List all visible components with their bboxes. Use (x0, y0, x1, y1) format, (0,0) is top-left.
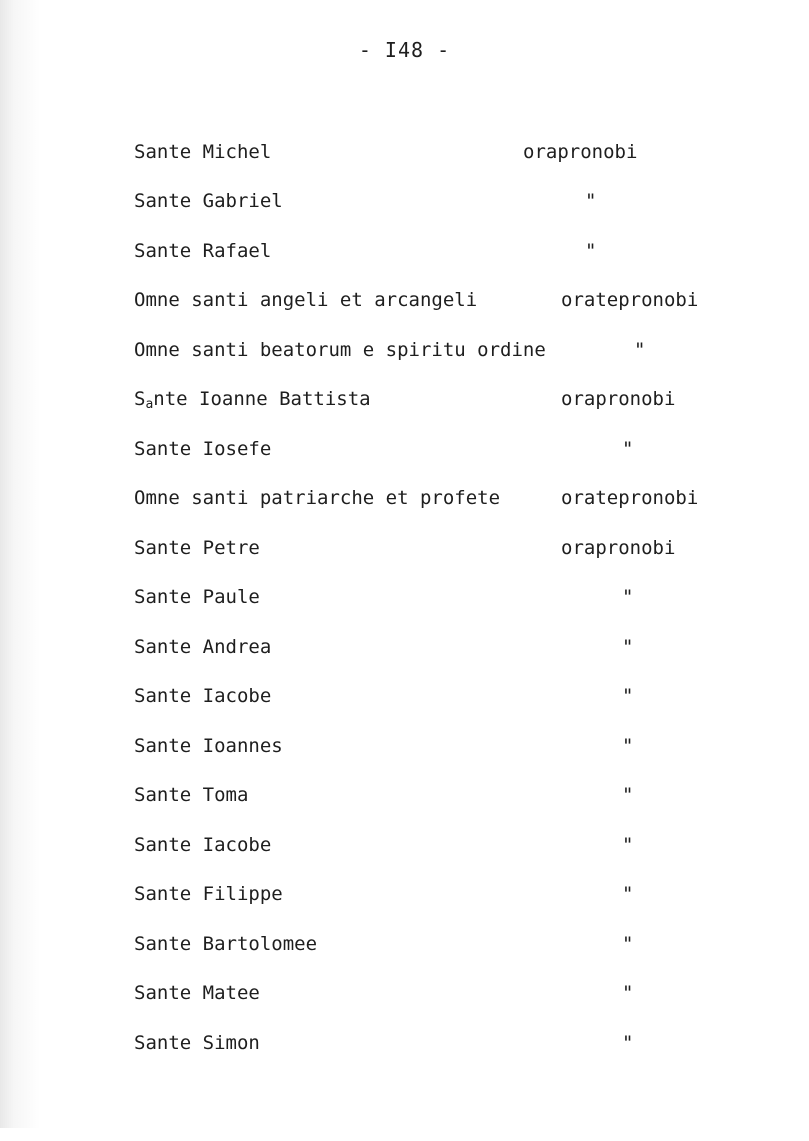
litany-row (0, 138, 809, 166)
ditto-mark: " (585, 190, 597, 212)
invocation: Sante Gabriel (134, 190, 283, 212)
litany-row (0, 336, 809, 364)
invocation-rest: nte Ioanne Battista (153, 388, 371, 410)
invocation: Sante Filippe (134, 883, 283, 905)
litany-row (0, 385, 809, 413)
litany-row (0, 732, 809, 760)
invocation: Sante Michel (134, 141, 272, 163)
invocation-prefix: S (134, 388, 146, 410)
ditto-mark: " (622, 735, 634, 757)
litany-row (0, 979, 809, 1007)
response: orapronobi (561, 537, 676, 559)
ditto-mark: " (622, 1032, 634, 1054)
litany-row (0, 781, 809, 809)
response: oratepronobi (561, 487, 699, 509)
ditto-mark: " (634, 339, 646, 361)
ditto-mark: " (622, 933, 634, 955)
invocation: Sante Iosefe (134, 438, 272, 460)
invocation: Sante Matee (134, 982, 260, 1004)
invocation (134, 385, 371, 419)
ditto-mark: " (622, 586, 634, 608)
litany-row (0, 286, 809, 314)
page-number: - I48 - (358, 38, 451, 62)
ditto-mark: " (622, 883, 634, 905)
response: oratepronobi (561, 289, 699, 311)
invocation: Omne santi patriarche et profete (134, 487, 501, 509)
litany-row (0, 682, 809, 710)
invocation: Omne santi angeli et arcangeli (134, 289, 478, 311)
response: orapronobi (523, 141, 638, 163)
litany-row (0, 1029, 809, 1057)
invocation: Sante Bartolomee (134, 933, 318, 955)
invocation: Sante Iacobe (134, 834, 272, 856)
invocation: Sante Simon (134, 1032, 260, 1054)
litany-row (0, 880, 809, 908)
litany-row (0, 633, 809, 661)
litany-row (0, 583, 809, 611)
litany-row (0, 435, 809, 463)
litany-row (0, 484, 809, 512)
invocation: Sante Andrea (134, 636, 272, 658)
invocation: Omne santi beatorum e spiritu ordine (134, 339, 546, 361)
ditto-mark: " (622, 982, 634, 1004)
invocation: Sante Petre (134, 537, 260, 559)
ditto-mark: " (622, 636, 634, 658)
litany-row (0, 930, 809, 958)
ditto-mark: " (585, 240, 597, 262)
invocation: Sante Ioannes (134, 735, 283, 757)
ditto-mark: " (622, 685, 634, 707)
litany-row (0, 831, 809, 859)
litany-row (0, 534, 809, 562)
ditto-mark: " (622, 438, 634, 460)
ditto-mark: " (622, 834, 634, 856)
invocation: Sante Iacobe (134, 685, 272, 707)
litany-row (0, 237, 809, 265)
ditto-mark: " (622, 784, 634, 806)
invocation: Sante Rafael (134, 240, 272, 262)
invocation-subscript: a (145, 397, 154, 412)
litany-row (0, 187, 809, 215)
invocation: Sante Paule (134, 586, 260, 608)
invocation: Sante Toma (134, 784, 249, 806)
response: orapronobi (561, 388, 676, 410)
